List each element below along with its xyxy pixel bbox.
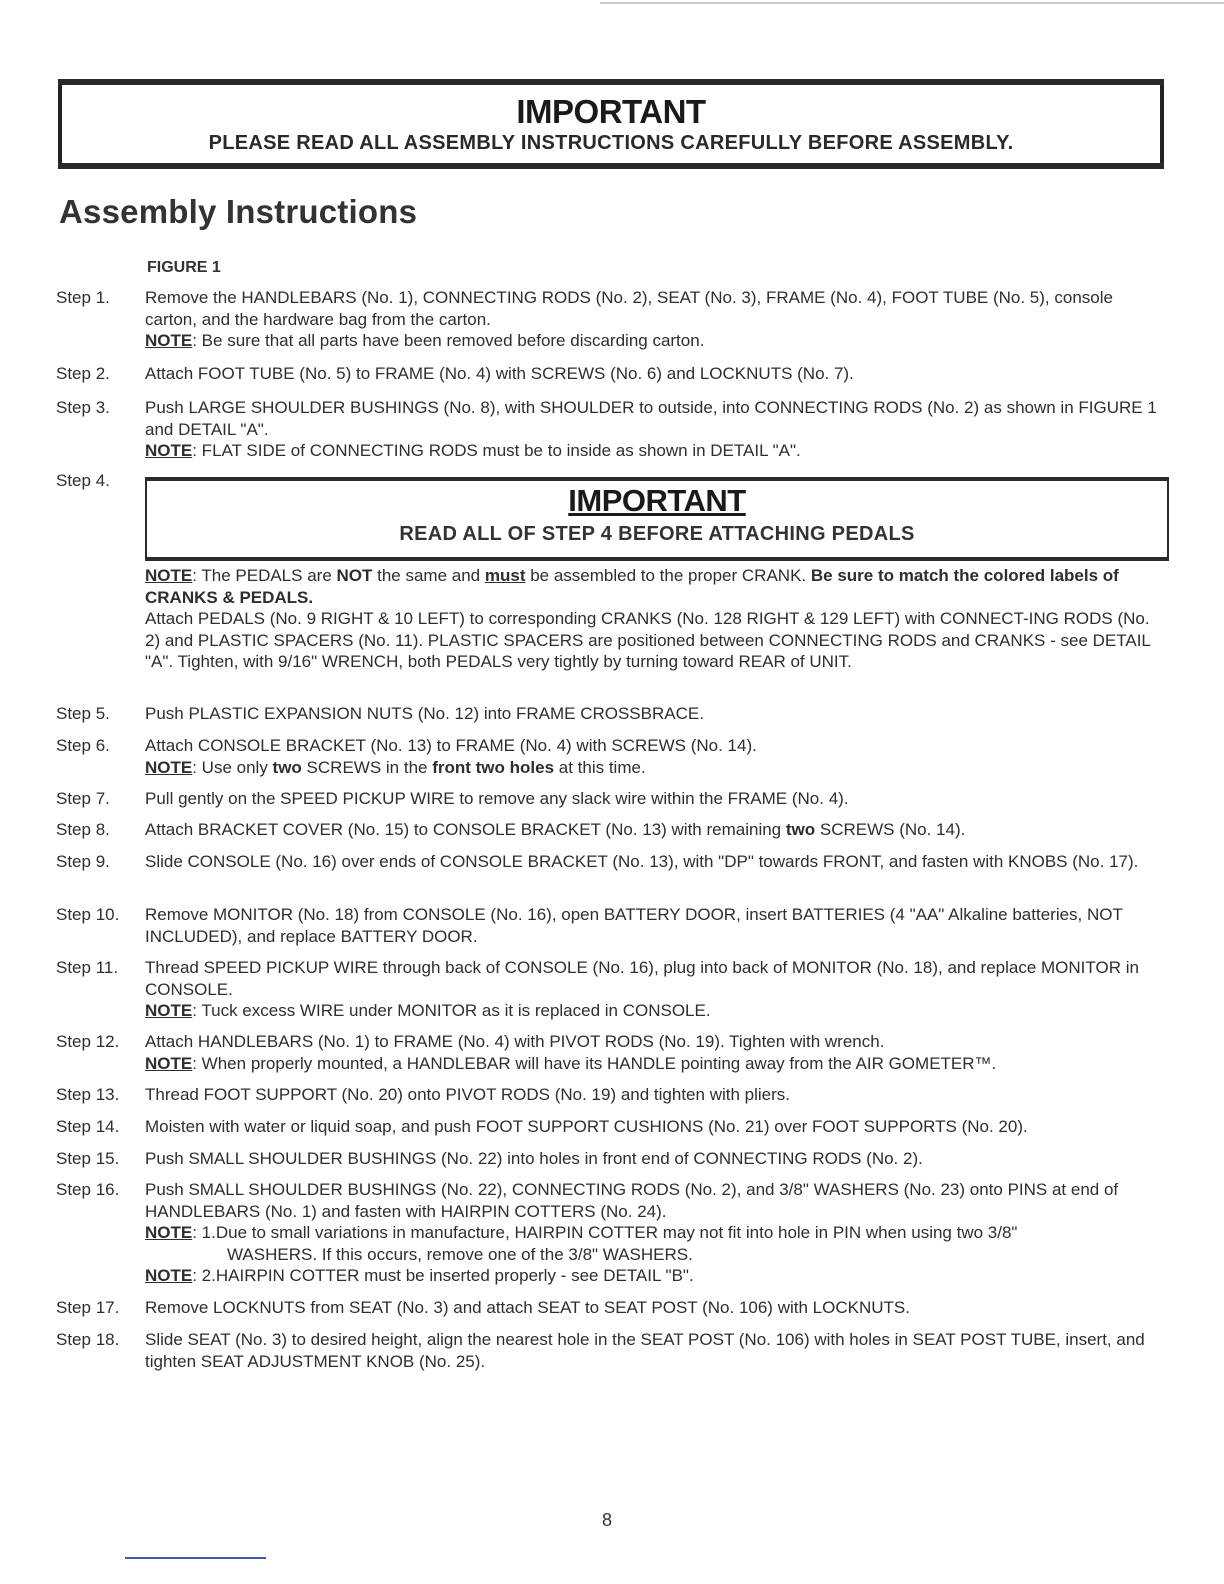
step-body: Remove MONITOR (No. 18) from CONSOLE (No. 16), open BATTERY DOOR, insert BATTERIES (4 "AA" Alkaline batteries, NOT INCLUDED), and replace BATTERY DOOR.	[145, 905, 1123, 946]
step-body: Slide CONSOLE (No. 16) over ends of CONSOLE BRACKET (No. 13), with "DP" towards FRONT, and fasten with KNOBS (No. 17).	[145, 852, 1139, 871]
step-label: Step 7.	[56, 789, 110, 808]
step-text	[145, 735, 1166, 778]
note-text: : FLAT SIDE of CONNECTING RODS must be to inside as shown in DETAIL "A".	[192, 441, 801, 460]
note-label: NOTE	[145, 1223, 193, 1242]
step-body: Moisten with water or liquid soap, and push FOOT SUPPORT CUSHIONS (No. 21) over FOOT SUPPORTS (No. 20).	[145, 1117, 1028, 1136]
step-18	[56, 1329, 1166, 1372]
step-label: Step 11.	[56, 958, 119, 977]
step-body: Slide SEAT (No. 3) to desired height, align the nearest hole in the SEAT POST (No. 106) with holes in SEAT POST TUBE, insert, and tighten SEAT ADJUSTMENT KNOB (No. 25).	[145, 1330, 1145, 1371]
step-10	[56, 904, 1166, 947]
step-text	[145, 1031, 1166, 1074]
note-label: NOTE	[145, 441, 193, 460]
note-emphasis: NOT	[336, 566, 373, 585]
step-text	[145, 565, 1166, 673]
step-label: Step 5.	[56, 704, 110, 723]
step-body: Push SMALL SHOULDER BUSHINGS (No. 22) into holes in front end of CONNECTING RODS (No. 2).	[145, 1149, 923, 1168]
note-text: at this time.	[554, 757, 646, 777]
note-label: NOTE	[145, 1001, 193, 1020]
note-text: be assembled to the proper CRANK.	[525, 566, 811, 585]
step-emphasis: two	[785, 820, 816, 839]
step-5	[56, 703, 1166, 725]
note-text: : The PEDALS are	[192, 566, 337, 585]
note-emphasis: front two holes	[432, 757, 555, 777]
step-14	[56, 1116, 1166, 1138]
banner-subtitle: PLEASE READ ALL ASSEMBLY INSTRUCTIONS CAREFULLY BEFORE ASSEMBLY.	[208, 132, 1014, 154]
step-label: Step 13.	[56, 1085, 120, 1104]
box-title: IMPORTANT	[568, 483, 746, 518]
step-label: Step 12.	[56, 1032, 120, 1051]
step-body: Attach CONSOLE BRACKET (No. 13) to FRAME (No. 4) with SCREWS (No. 14).	[145, 736, 757, 755]
step-body: Attach PEDALS (No. 9 RIGHT & 10 LEFT) to corresponding CRANKS (No. 128 RIGHT & 129 LEFT) with CONNECT-ING RODS (No. 2) and PLASTIC SPACERS (No. 11). PLASTIC SPACERS are positioned between CONNECTING RODS and CRANKS - see DETAIL "A". Tighten, with 9/16" WRENCH, both PEDALS very tightly by turning toward REAR of UNIT.	[145, 609, 1151, 671]
note-text-continued: WASHERS. If this occurs, remove one of the 3/8" WASHERS.	[227, 1244, 693, 1264]
note-text: : 2.HAIRPIN COTTER must be inserted properly - see DETAIL "B".	[192, 1266, 694, 1285]
step-body: Push PLASTIC EXPANSION NUTS (No. 12) into FRAME CROSSBRACE.	[145, 704, 704, 723]
step-body: SCREWS (No. 14).	[815, 820, 966, 839]
page-number: 8	[602, 1510, 613, 1530]
note-bold-text: Be sure to match the colored labels of CRANKS & PEDALS.	[145, 566, 1119, 607]
step-2	[56, 363, 1166, 385]
step-12	[56, 1031, 1166, 1074]
step-9	[56, 851, 1166, 873]
step-body: Attach BRACKET COVER (No. 15) to CONSOLE BRACKET (No. 13) with remaining	[145, 820, 786, 839]
step-15	[56, 1148, 1166, 1170]
bottom-rule	[125, 1557, 266, 1559]
important-banner	[58, 79, 1164, 169]
step-11	[56, 957, 1166, 1022]
note-label: NOTE	[145, 1266, 193, 1285]
step-body: Push SMALL SHOULDER BUSHINGS (No. 22), CONNECTING RODS (No. 2), and 3/8" WASHERS (No. 23) onto PINS at end of HANDLEBARS (No. 1) and fasten with HAIRPIN COTTERS (No. 24).	[145, 1180, 1119, 1221]
step-17	[56, 1297, 1166, 1319]
step-8	[56, 819, 1166, 841]
page-heading: Assembly Instructions	[59, 193, 418, 230]
note-text: : 1.Due to small variations in manufacture, HAIRPIN COTTER may not fit into hole in PIN when using two 3/8"	[192, 1223, 1018, 1242]
note-emphasis: two	[272, 757, 302, 777]
step-label: Step 14.	[56, 1117, 120, 1136]
step-3	[56, 397, 1166, 462]
step-text	[145, 957, 1166, 1022]
step-label: Step 2.	[56, 364, 110, 383]
step-label: Step 16.	[56, 1180, 120, 1199]
note-label: NOTE	[145, 1053, 193, 1073]
step-13	[56, 1084, 1166, 1106]
note-text: : Be sure that all parts have been removed before discarding carton.	[192, 331, 705, 350]
box-subtitle: READ ALL OF STEP 4 BEFORE ATTACHING PEDALS	[399, 523, 915, 545]
step-label: Step 1.	[56, 288, 110, 307]
note-text: the same and	[372, 566, 485, 585]
note-text: SCREWS in the	[301, 757, 433, 777]
step-label: Step 3.	[56, 398, 110, 417]
step-label: Step 8.	[56, 820, 110, 839]
step-label: Step 9.	[56, 852, 110, 871]
step-label: Step 6.	[56, 736, 110, 755]
note-label: NOTE	[145, 566, 193, 585]
step-4	[56, 565, 1166, 673]
step-text	[145, 397, 1166, 462]
step-text	[145, 287, 1166, 352]
step-4-important-box	[145, 477, 1169, 561]
step-label: Step 10.	[56, 905, 120, 924]
step-body: Remove the HANDLEBARS (No. 1), CONNECTING RODS (No. 2), SEAT (No. 3), FRAME (No. 4), FOOT TUBE (No. 5), console carton, and the hardware bag from the carton.	[145, 288, 1113, 329]
step-label: Step 17.	[56, 1298, 120, 1317]
step-body: Attach FOOT TUBE (No. 5) to FRAME (No. 4) with SCREWS (No. 6) and LOCKNUTS (No. 7).	[145, 364, 854, 383]
top-rule	[600, 2, 1224, 4]
note-text: : Use only	[192, 757, 273, 777]
step-label: Step 15.	[56, 1149, 120, 1168]
step-body: Push LARGE SHOULDER BUSHINGS (No. 8), with SHOULDER to outside, into CONNECTING RODS (No. 2) as shown in FIGURE 1 and DETAIL "A".	[145, 398, 1157, 439]
step-body: Attach HANDLEBARS (No. 1) to FRAME (No. 4) with PIVOT RODS (No. 19). Tighten with wrench.	[145, 1032, 885, 1051]
step-6	[56, 735, 1166, 778]
step-label: Step 4.	[56, 471, 110, 490]
step-body: Pull gently on the SPEED PICKUP WIRE to remove any slack wire within the FRAME (No. 4).	[145, 789, 849, 808]
note-text: : Tuck excess WIRE under MONITOR as it is replaced in CONSOLE.	[192, 1001, 711, 1020]
step-body: Thread FOOT SUPPORT (No. 20) onto PIVOT RODS (No. 19) and tighten with pliers.	[145, 1085, 790, 1104]
note-emphasis: must	[484, 566, 526, 585]
step-label: Step 18.	[56, 1330, 120, 1349]
step-body: Thread SPEED PICKUP WIRE through back of CONSOLE (No. 16), plug into back of MONITOR (No. 18), and replace MONITOR in CONSOLE.	[145, 958, 1139, 999]
step-1	[56, 287, 1166, 352]
note-label: NOTE	[145, 757, 193, 777]
step-text	[145, 819, 1166, 841]
figure-label: FIGURE 1	[147, 259, 221, 276]
note-text: : When properly mounted, a HANDLEBAR will have its HANDLE pointing away from the AIR GOMETER™.	[192, 1053, 997, 1073]
step-text	[145, 1179, 1166, 1287]
note-label: NOTE	[145, 331, 193, 350]
step-7	[56, 788, 1166, 810]
step-body: Remove LOCKNUTS from SEAT (No. 3) and attach SEAT to SEAT POST (No. 106) with LOCKNUTS.	[145, 1298, 910, 1317]
step-16	[56, 1179, 1166, 1287]
banner-title: IMPORTANT	[516, 93, 706, 130]
